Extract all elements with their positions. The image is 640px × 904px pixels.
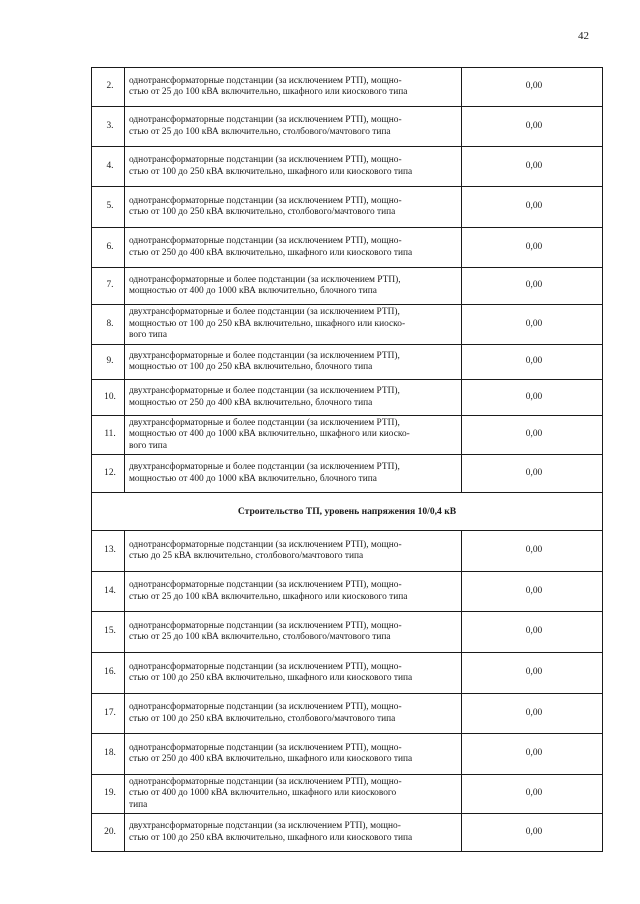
table-row [92, 416, 603, 455]
row-description [125, 653, 462, 694]
description-line: двухтрансформаторные и более подстанции (за исключением РТП), [129, 417, 400, 428]
row-description [125, 345, 462, 380]
description-line: двухтрансформаторные и более подстанции (за исключением РТП), [129, 350, 400, 361]
description-line: однотрансформаторные подстанции (за исключением РТП), мощно- [129, 580, 402, 591]
row-number: 18. [92, 734, 125, 775]
description-line: двухтрансформаторные и более подстанции (за исключением РТП), [129, 386, 400, 397]
description-line: мощностью от 250 до 400 кВА включительно, блочного типа [129, 397, 373, 408]
section-header-row [92, 493, 603, 531]
row-number: 19. [92, 775, 125, 814]
description-line: однотрансформаторные подстанции (за исключением РТП), мощно- [129, 702, 402, 713]
row-number: 3. [92, 107, 125, 147]
description-line: однотрансформаторные подстанции (за исключением РТП), мощно- [129, 75, 402, 86]
row-value: 0,00 [462, 653, 603, 694]
row-value: 0,00 [462, 572, 603, 612]
description-line: однотрансформаторные подстанции (за исключением РТП), мощно- [129, 195, 402, 206]
row-number: 12. [92, 455, 125, 493]
row-description [125, 305, 462, 345]
row-description [125, 107, 462, 147]
description-line: стью от 250 до 400 кВА включительно, шкафного или киоскового типа [129, 754, 413, 764]
section-title: Строительство ТП, уровень напряжения 10/0,4 кВ [92, 493, 603, 531]
description-line: стью от 25 до 100 кВА включительно, шкафного или киоскового типа [129, 591, 408, 602]
row-description [125, 572, 462, 612]
table-row [92, 531, 603, 572]
table-row [92, 305, 603, 345]
description-line: однотрансформаторные подстанции (за исключением РТП), мощно- [129, 661, 402, 672]
row-value: 0,00 [462, 107, 603, 147]
table-row [92, 228, 603, 268]
table-row [92, 572, 603, 612]
table-row [92, 147, 603, 187]
row-number: 11. [92, 416, 125, 455]
row-number: 10. [92, 380, 125, 416]
table-row [92, 268, 603, 305]
description-line: однотрансформаторные подстанции (за исключением РТП), мощно- [129, 742, 402, 753]
row-number: 9. [92, 345, 125, 380]
description-line: стью от 100 до 250 кВА включительно, шкафного или киоскового типа [129, 673, 413, 683]
row-number: 16. [92, 653, 125, 694]
description-line: стью от 250 до 400 кВА включительно, шкафного или киоскового типа [129, 247, 413, 258]
table-row [92, 68, 603, 107]
row-description [125, 612, 462, 653]
description-line: вого типа [129, 330, 167, 341]
row-number: 15. [92, 612, 125, 653]
row-description [125, 416, 462, 455]
row-description [125, 455, 462, 493]
description-line: однотрансформаторные подстанции (за исключением РТП), мощно- [129, 155, 402, 166]
row-value: 0,00 [462, 455, 603, 493]
row-description [125, 531, 462, 572]
table-row [92, 694, 603, 734]
row-value: 0,00 [462, 531, 603, 572]
row-value: 0,00 [462, 416, 603, 455]
table-row [92, 187, 603, 228]
row-description [125, 268, 462, 305]
description-line: вого типа [129, 440, 167, 451]
row-value: 0,00 [462, 147, 603, 187]
row-value: 0,00 [462, 345, 603, 380]
row-value: 0,00 [462, 305, 603, 345]
table-row [92, 653, 603, 694]
description-line: стью от 100 до 250 кВА включительно, шкафного или киоскового типа [129, 832, 413, 843]
row-description [125, 694, 462, 734]
description-line: стью от 100 до 250 кВА включительно, столбового/мачтового типа [129, 713, 396, 724]
table-row [92, 345, 603, 380]
row-description [125, 187, 462, 228]
row-description [125, 380, 462, 416]
row-value: 0,00 [462, 68, 603, 107]
table-row [92, 107, 603, 147]
description-line: стью до 25 кВА включительно, столбового/мачтового типа [129, 551, 364, 561]
description-line: стью от 100 до 250 кВА включительно, столбового/мачтового типа [129, 207, 396, 217]
table-row [92, 612, 603, 653]
row-description [125, 68, 462, 107]
row-number: 20. [92, 814, 125, 852]
row-number: 6. [92, 228, 125, 268]
table-body-top [92, 68, 603, 493]
row-number: 2. [92, 68, 125, 107]
row-number: 5. [92, 187, 125, 228]
row-value: 0,00 [462, 228, 603, 268]
rates-table [91, 67, 603, 852]
description-line: однотрансформаторные подстанции (за исключением РТП), мощно- [129, 236, 402, 247]
row-value: 0,00 [462, 380, 603, 416]
description-line: однотрансформаторные подстанции (за исключением РТП), мощно- [129, 539, 402, 550]
row-number: 17. [92, 694, 125, 734]
description-line: мощностью от 100 до 250 кВА включительно, блочного типа [129, 362, 373, 372]
row-description [125, 814, 462, 852]
row-description [125, 228, 462, 268]
description-line: мощностью от 400 до 1000 кВА включительно, шкафного или киоско- [129, 429, 410, 440]
table-row [92, 814, 603, 852]
description-line: однотрансформаторные подстанции (за исключением РТП), мощно- [129, 115, 402, 126]
description-line: однотрансформаторные подстанции (за исключением РТП), мощно- [129, 776, 402, 787]
description-line: двухтрансформаторные и более подстанции (за исключением РТП), [129, 462, 400, 473]
description-line: двухтрансформаторные подстанции (за исключением РТП), мощно- [129, 821, 401, 832]
description-line: мощностью от 400 до 1000 кВА включительно, блочного типа [129, 286, 377, 296]
description-line: однотрансформаторные подстанции (за исключением РТП), мощно- [129, 620, 402, 631]
description-line: стью от 25 до 100 кВА включительно, столбового/мачтового типа [129, 126, 391, 137]
row-description [125, 734, 462, 775]
row-number: 14. [92, 572, 125, 612]
row-value: 0,00 [462, 814, 603, 852]
row-value: 0,00 [462, 734, 603, 775]
table-row [92, 455, 603, 493]
description-line: стью от 400 до 1000 кВА включительно, шкафного или киоскового [129, 788, 397, 799]
row-value: 0,00 [462, 612, 603, 653]
description-line: мощностью от 100 до 250 кВА включительно, шкафного или киоско- [129, 318, 406, 329]
table-body-bottom [92, 531, 603, 852]
row-description [125, 147, 462, 187]
description-line: стью от 25 до 100 кВА включительно, столбового/мачтового типа [129, 632, 391, 642]
row-number: 4. [92, 147, 125, 187]
description-line: стью от 25 до 100 кВА включительно, шкафного или киоскового типа [129, 87, 408, 97]
row-value: 0,00 [462, 694, 603, 734]
description-line: двухтрансформаторные и более подстанции (за исключением РТП), [129, 307, 400, 318]
description-line: типа [129, 799, 148, 810]
row-number: 7. [92, 268, 125, 305]
table-row [92, 380, 603, 416]
row-value: 0,00 [462, 268, 603, 305]
table-row [92, 775, 603, 814]
section-header-body [92, 493, 603, 531]
description-line: мощностью от 400 до 1000 кВА включительно, блочного типа [129, 473, 377, 484]
row-description [125, 775, 462, 814]
row-number: 8. [92, 305, 125, 345]
description-line: однотрансформаторные и более подстанции (за исключением РТП), [129, 274, 401, 285]
description-line: стью от 100 до 250 кВА включительно, шкафного или киоскового типа [129, 166, 413, 177]
row-value: 0,00 [462, 187, 603, 228]
page-number: 42 [578, 30, 589, 42]
row-number: 13. [92, 531, 125, 572]
table-row [92, 734, 603, 775]
row-value: 0,00 [462, 775, 603, 814]
